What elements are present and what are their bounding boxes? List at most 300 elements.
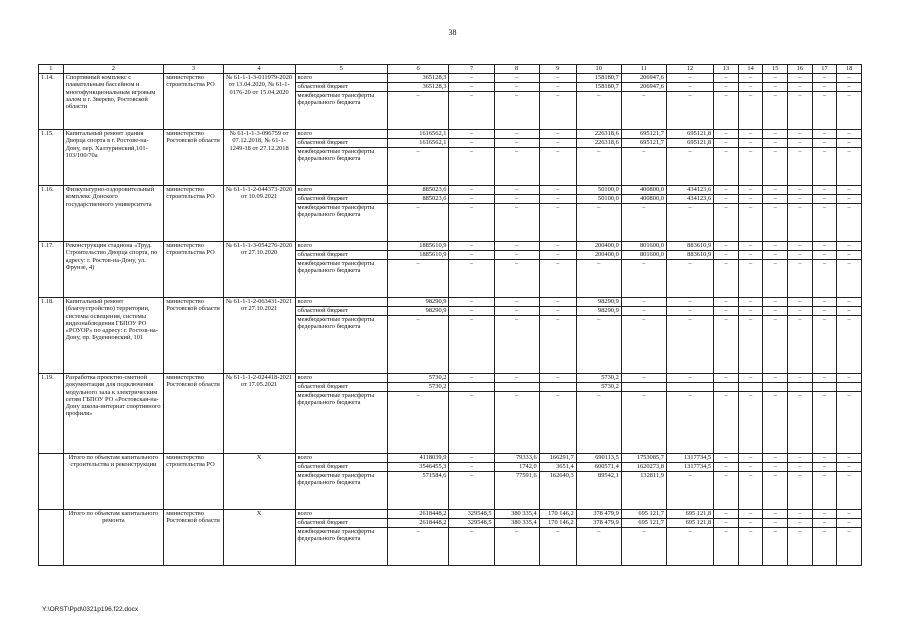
value-cell: – (714, 519, 739, 528)
value-cell: – (763, 519, 788, 528)
value-cell: – (763, 316, 788, 374)
value-cell: 162640,3 (539, 472, 576, 510)
value-cell: – (763, 528, 788, 566)
value-cell: – (666, 260, 713, 298)
value-cell: – (714, 374, 739, 383)
value-cell: 378 479,9 (576, 519, 621, 528)
value-cell: – (449, 242, 494, 251)
value-cell: – (812, 92, 837, 130)
responsible-org: министерство Ростовской области (164, 374, 224, 454)
value-cell: – (763, 204, 788, 242)
value-cell: – (812, 298, 837, 307)
responsible-org: министерство Ростовской области (164, 130, 224, 186)
value-cell: – (494, 251, 539, 260)
value-cell: – (812, 195, 837, 204)
value-cell: – (666, 307, 713, 316)
row-number: 1.16. (39, 186, 64, 242)
value-cell: 1616562,1 (387, 130, 449, 139)
value-cell: – (621, 374, 666, 383)
page-number: 38 (448, 28, 457, 37)
funding-source: областной бюджет (295, 195, 387, 204)
value-cell: 5730,2 (387, 383, 449, 392)
value-cell: – (449, 139, 494, 148)
value-cell: – (387, 528, 449, 566)
value-cell: – (738, 186, 763, 195)
value-cell: 3651,4 (539, 463, 576, 472)
value-cell: 79333,6 (494, 454, 539, 463)
value-cell: – (837, 316, 862, 374)
value-cell: – (763, 307, 788, 316)
value-cell: – (714, 74, 739, 83)
value-cell: – (812, 463, 837, 472)
value-cell: – (812, 519, 837, 528)
column-number-5: 5 (295, 65, 387, 74)
expertise-doc: № 61-1-1-3-096759 от 07.12.2018, № 61-1-1249-18 от 27.12.2018 (223, 130, 295, 186)
value-cell: – (714, 195, 739, 204)
funding-source: всего (295, 454, 387, 463)
value-cell: – (788, 92, 813, 130)
funding-source: областной бюджет (295, 83, 387, 92)
value-cell: – (738, 510, 763, 519)
value-cell: 1620273,8 (621, 463, 666, 472)
expertise-doc: № 61-1-1-2-063431-2021 от 27.10.2021 (223, 298, 295, 374)
value-cell: – (449, 92, 494, 130)
value-cell: – (837, 186, 862, 195)
value-cell: – (714, 307, 739, 316)
value-cell: – (788, 472, 813, 510)
value-cell: 4118039,9 (387, 454, 449, 463)
value-cell: 132811,9 (621, 472, 666, 510)
value-cell: 885023,6 (387, 186, 449, 195)
value-cell: 1616562,1 (387, 139, 449, 148)
funding-source: межбюджетные трансферты федерального бюджета (295, 528, 387, 566)
value-cell: 365128,3 (387, 74, 449, 83)
value-cell: – (812, 510, 837, 519)
value-cell: – (539, 316, 576, 374)
table-row (39, 74, 862, 83)
value-cell: – (788, 298, 813, 307)
funding-source: всего (295, 130, 387, 139)
value-cell: – (449, 528, 494, 566)
value-cell: – (449, 307, 494, 316)
value-cell: 365128,3 (387, 83, 449, 92)
value-cell: – (449, 472, 494, 510)
value-cell: 89542,1 (576, 472, 621, 510)
value-cell (494, 383, 539, 392)
column-number-7: 7 (449, 65, 494, 74)
value-cell: – (666, 148, 713, 186)
value-cell: – (812, 74, 837, 83)
value-cell: – (539, 186, 576, 195)
value-cell: – (494, 307, 539, 316)
funding-source: областной бюджет (295, 463, 387, 472)
value-cell: – (738, 251, 763, 260)
value-cell: – (738, 195, 763, 204)
value-cell: – (666, 92, 713, 130)
column-number-header (39, 65, 862, 74)
value-cell: – (812, 186, 837, 195)
value-cell: 400800,0 (621, 195, 666, 204)
value-cell: – (714, 186, 739, 195)
value-cell: 5730,2 (387, 374, 449, 383)
value-cell: – (738, 519, 763, 528)
value-cell: – (666, 392, 713, 454)
value-cell: – (387, 204, 449, 242)
column-number-2: 2 (63, 65, 164, 74)
value-cell: – (621, 392, 666, 454)
expertise-doc: Х (223, 510, 295, 566)
table-row (39, 186, 862, 195)
value-cell: – (763, 260, 788, 298)
row-number: 1.14. (39, 74, 64, 130)
value-cell: – (812, 454, 837, 463)
value-cell: 1742,0 (494, 463, 539, 472)
expertise-doc: № 61-1-1-2-024418-2021 от 17.05.2021 (223, 374, 295, 454)
value-cell: 226318,6 (576, 130, 621, 139)
value-cell: 600571,4 (576, 463, 621, 472)
value-cell: – (738, 74, 763, 83)
value-cell: – (837, 74, 862, 83)
value-cell: – (788, 260, 813, 298)
value-cell: 695121,8 (666, 139, 713, 148)
table-row (39, 242, 862, 251)
value-cell: 3546455,3 (387, 463, 449, 472)
value-cell: – (788, 242, 813, 251)
value-cell: – (714, 148, 739, 186)
value-cell: – (494, 374, 539, 383)
value-cell: 50100,0 (576, 195, 621, 204)
value-cell: – (738, 307, 763, 316)
value-cell: – (539, 242, 576, 251)
value-cell: – (788, 528, 813, 566)
value-cell (539, 383, 576, 392)
value-cell: – (837, 92, 862, 130)
value-cell: – (539, 92, 576, 130)
value-cell: – (621, 298, 666, 307)
value-cell: – (837, 519, 862, 528)
value-cell: – (494, 298, 539, 307)
value-cell: – (539, 195, 576, 204)
value-cell: – (539, 374, 576, 383)
value-cell: – (714, 316, 739, 374)
value-cell: 695 121,8 (666, 510, 713, 519)
funding-source: всего (295, 298, 387, 307)
value-cell: – (837, 472, 862, 510)
value-cell: – (449, 251, 494, 260)
value-cell: – (387, 392, 449, 454)
value-cell: – (449, 298, 494, 307)
value-cell: – (763, 139, 788, 148)
value-cell: – (666, 298, 713, 307)
value-cell: – (539, 307, 576, 316)
value-cell: – (494, 392, 539, 454)
value-cell: – (714, 130, 739, 139)
table-row (39, 374, 862, 383)
value-cell: – (812, 204, 837, 242)
value-cell: – (738, 92, 763, 130)
value-cell: 77591,6 (494, 472, 539, 510)
object-name: Физкультурно-оздоровительный комплекс Донского государственного университета (63, 186, 164, 242)
value-cell: 695 121,7 (621, 519, 666, 528)
funding-source: межбюджетные трансферты федерального бюджета (295, 316, 387, 374)
value-cell: – (738, 204, 763, 242)
value-cell: – (539, 392, 576, 454)
value-cell: – (788, 392, 813, 454)
value-cell: 695121,7 (621, 139, 666, 148)
row-number (39, 510, 64, 566)
value-cell (738, 383, 763, 392)
value-cell: – (763, 374, 788, 383)
funding-source: межбюджетные трансферты федерального бюджета (295, 92, 387, 130)
value-cell: – (539, 528, 576, 566)
column-number-1: 1 (39, 65, 64, 74)
value-cell: – (714, 298, 739, 307)
value-cell: – (837, 195, 862, 204)
column-number-4: 4 (223, 65, 295, 74)
value-cell: – (812, 528, 837, 566)
row-number: 1.17. (39, 242, 64, 298)
value-cell: – (763, 148, 788, 186)
column-number-16: 16 (788, 65, 813, 74)
value-cell: – (812, 251, 837, 260)
value-cell: – (738, 374, 763, 383)
value-cell: – (788, 251, 813, 260)
value-cell: – (666, 204, 713, 242)
file-path-footer: Y:\ORST\Ppd\0321p196.f22.docx (42, 606, 139, 613)
value-cell: – (788, 519, 813, 528)
value-cell: – (494, 195, 539, 204)
value-cell: – (788, 148, 813, 186)
value-cell (449, 383, 494, 392)
value-cell: – (763, 251, 788, 260)
value-cell: – (812, 242, 837, 251)
value-cell: – (621, 92, 666, 130)
value-cell: 158180,7 (576, 74, 621, 83)
value-cell (621, 383, 666, 392)
value-cell: 158180,7 (576, 83, 621, 92)
funding-source: всего (295, 374, 387, 383)
value-cell: 885023,6 (387, 195, 449, 204)
value-cell: 200400,0 (576, 242, 621, 251)
value-cell: – (576, 260, 621, 298)
value-cell: – (812, 307, 837, 316)
funding-source: областной бюджет (295, 139, 387, 148)
value-cell: – (837, 242, 862, 251)
value-cell: – (738, 454, 763, 463)
value-cell: – (788, 374, 813, 383)
value-cell: – (666, 472, 713, 510)
value-cell: – (494, 528, 539, 566)
value-cell: – (788, 463, 813, 472)
value-cell: – (387, 92, 449, 130)
object-name: Капитальный ремонт (благоустройство) территории, системы освещения, системы видеонаблюдения ГБПОУ РО «РОУОР» по адресу: г. Ростов-на-Дону, пр. Буденновский, 101 (63, 298, 164, 374)
value-cell: – (837, 454, 862, 463)
responsible-org: министерство строительства РО (164, 454, 224, 510)
row-number (39, 454, 64, 510)
value-cell: 170 146,2 (539, 510, 576, 519)
value-cell: – (788, 186, 813, 195)
value-cell: – (449, 195, 494, 204)
funding-source: всего (295, 74, 387, 83)
value-cell: 378 479,9 (576, 510, 621, 519)
column-number-17: 17 (812, 65, 837, 74)
value-cell: – (576, 316, 621, 374)
value-cell: – (539, 260, 576, 298)
object-name: Спортивный комплекс с плавательным бассейном и многофункциональным игровым залом в г. Зверево, Ростовской области (63, 74, 164, 130)
value-cell: – (494, 242, 539, 251)
value-cell: – (837, 148, 862, 186)
value-cell: 434123,6 (666, 195, 713, 204)
value-cell: – (812, 316, 837, 374)
value-cell: – (763, 83, 788, 92)
value-cell: 5730,2 (576, 383, 621, 392)
value-cell: – (714, 463, 739, 472)
responsible-org: министерство строительства РО (164, 186, 224, 242)
value-cell: – (714, 510, 739, 519)
column-number-9: 9 (539, 65, 576, 74)
value-cell: – (788, 454, 813, 463)
value-cell: – (539, 204, 576, 242)
object-name: Разработка проектно-сметной документации для подключения модульного зала к электрическим сетям ГБПОУ РО «Ростовская-на-Дону школа-интернат спортивного профиля» (63, 374, 164, 454)
financing-table (38, 64, 862, 566)
value-cell: – (763, 195, 788, 204)
value-cell: 226318,6 (576, 139, 621, 148)
column-number-10: 10 (576, 65, 621, 74)
value-cell: 695 121,8 (666, 519, 713, 528)
value-cell: – (763, 463, 788, 472)
value-cell: 434123,6 (666, 186, 713, 195)
value-cell: – (621, 148, 666, 186)
value-cell: – (449, 463, 494, 472)
value-cell: 98290,9 (387, 307, 449, 316)
value-cell: – (738, 260, 763, 298)
value-cell: – (763, 454, 788, 463)
value-cell: 98290,9 (576, 298, 621, 307)
value-cell: 1753085,7 (621, 454, 666, 463)
value-cell: – (714, 204, 739, 242)
value-cell: 1317734,5 (666, 463, 713, 472)
value-cell: – (449, 74, 494, 83)
value-cell (788, 383, 813, 392)
value-cell: – (788, 316, 813, 374)
value-cell: – (788, 307, 813, 316)
value-cell: – (837, 139, 862, 148)
value-cell: 690113,5 (576, 454, 621, 463)
value-cell: – (387, 260, 449, 298)
value-cell: 571584,6 (387, 472, 449, 510)
value-cell: – (714, 454, 739, 463)
funding-source: межбюджетные трансферты федерального бюджета (295, 392, 387, 454)
value-cell: – (539, 130, 576, 139)
value-cell: – (763, 242, 788, 251)
funding-source: областной бюджет (295, 519, 387, 528)
row-number: 1.19. (39, 374, 64, 454)
value-cell: – (837, 392, 862, 454)
value-cell: – (763, 74, 788, 83)
funding-source: межбюджетные трансферты федерального бюджета (295, 472, 387, 510)
value-cell: – (788, 130, 813, 139)
funding-source: областной бюджет (295, 307, 387, 316)
value-cell: – (387, 148, 449, 186)
value-cell: – (621, 204, 666, 242)
value-cell: – (788, 83, 813, 92)
value-cell: – (837, 204, 862, 242)
value-cell: – (763, 510, 788, 519)
value-cell: 50100,0 (576, 186, 621, 195)
value-cell: – (763, 92, 788, 130)
value-cell: 883610,9 (666, 242, 713, 251)
value-cell: – (449, 204, 494, 242)
value-cell: – (449, 454, 494, 463)
value-cell: – (763, 392, 788, 454)
value-cell: 1317734,5 (666, 454, 713, 463)
value-cell: – (449, 148, 494, 186)
value-cell: 98290,9 (576, 307, 621, 316)
object-name: Итого по объектам капитального ремонта (63, 510, 164, 566)
value-cell: – (788, 195, 813, 204)
value-cell: – (449, 392, 494, 454)
value-cell: – (812, 148, 837, 186)
value-cell: 1885610,9 (387, 242, 449, 251)
expertise-doc: Х (223, 454, 295, 510)
value-cell: 695121,8 (666, 130, 713, 139)
column-number-15: 15 (763, 65, 788, 74)
value-cell (666, 383, 713, 392)
value-cell: 206947,6 (621, 74, 666, 83)
value-cell: – (449, 316, 494, 374)
value-cell: – (621, 260, 666, 298)
value-cell: – (738, 298, 763, 307)
value-cell: 329548,5 (449, 510, 494, 519)
row-number: 1.15. (39, 130, 64, 186)
value-cell: – (837, 260, 862, 298)
value-cell: 200400,0 (576, 251, 621, 260)
value-cell: – (738, 463, 763, 472)
value-cell: – (837, 307, 862, 316)
value-cell: – (837, 298, 862, 307)
value-cell: – (788, 74, 813, 83)
value-cell: – (812, 260, 837, 298)
value-cell: 329548,5 (449, 519, 494, 528)
value-cell: – (738, 528, 763, 566)
responsible-org: министерство Ростовской области (164, 298, 224, 374)
value-cell: – (494, 92, 539, 130)
funding-source: областной бюджет (295, 383, 387, 392)
value-cell: 883610,9 (666, 251, 713, 260)
table-row (39, 454, 862, 463)
column-number-6: 6 (387, 65, 449, 74)
funding-source: межбюджетные трансферты федерального бюджета (295, 204, 387, 242)
value-cell: – (494, 139, 539, 148)
value-cell: – (837, 251, 862, 260)
value-cell: – (714, 528, 739, 566)
value-cell: – (837, 510, 862, 519)
value-cell: – (621, 316, 666, 374)
value-cell: – (714, 472, 739, 510)
funding-source: всего (295, 242, 387, 251)
value-cell: – (539, 298, 576, 307)
value-cell: – (539, 139, 576, 148)
value-cell: 206947,6 (621, 83, 666, 92)
value-cell: – (449, 83, 494, 92)
value-cell: 1885610,9 (387, 251, 449, 260)
value-cell: – (621, 528, 666, 566)
value-cell: – (714, 83, 739, 92)
value-cell: – (539, 74, 576, 83)
value-cell: – (494, 316, 539, 374)
row-number: 1.18. (39, 298, 64, 374)
expertise-doc: № 61-1-1-2-044373-2020 от 10.09.2021 (223, 186, 295, 242)
